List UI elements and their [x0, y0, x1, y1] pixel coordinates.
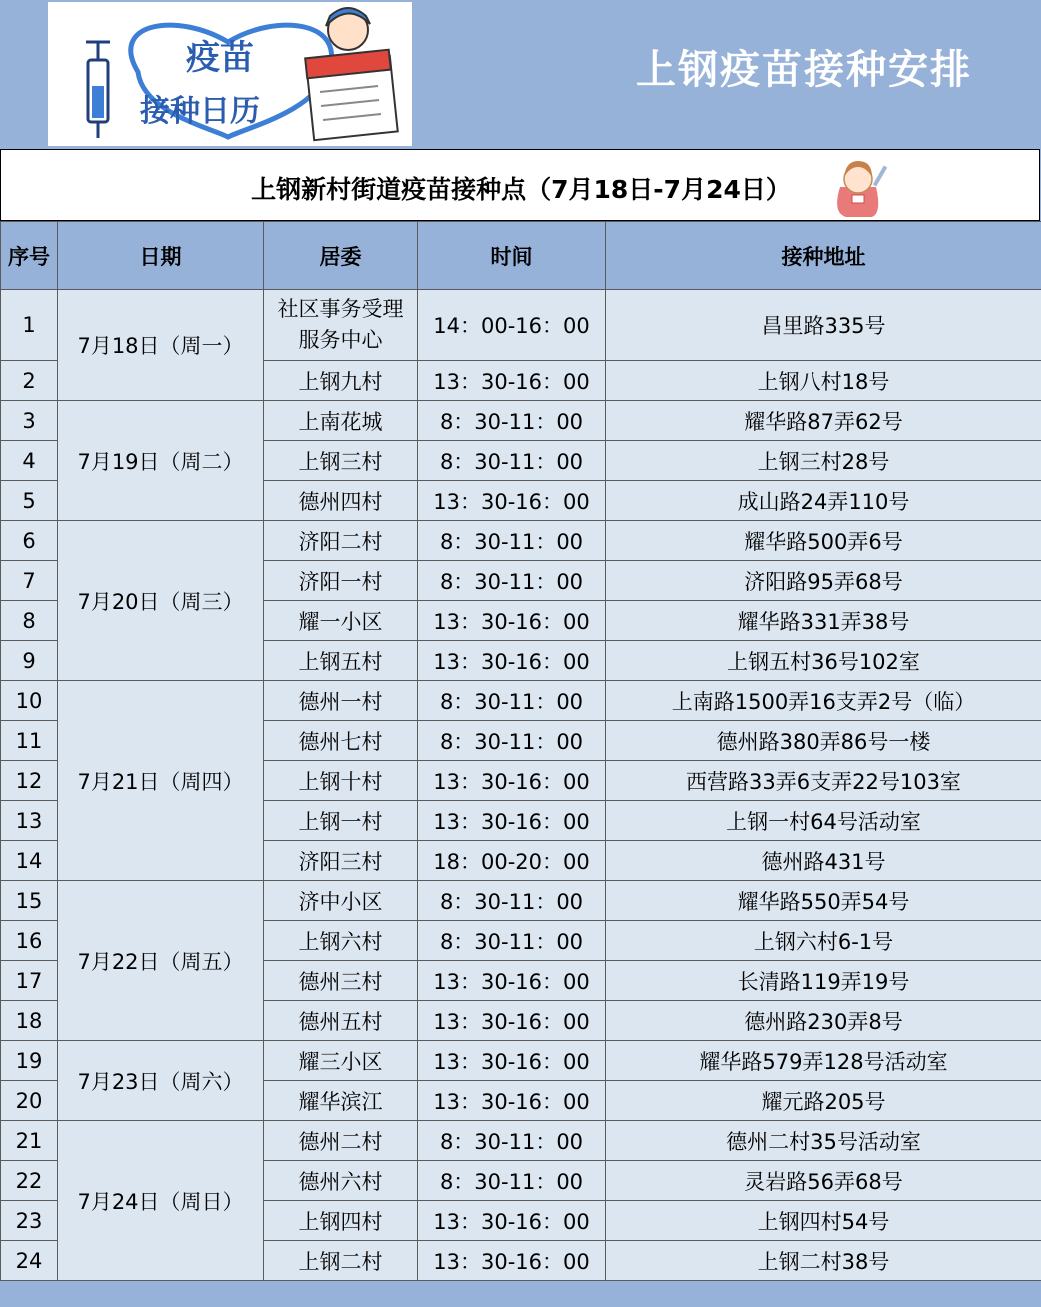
row-number: 5 — [1, 481, 58, 521]
row-number: 8 — [1, 601, 58, 641]
row-committee: 上南花城 — [264, 401, 418, 441]
row-committee: 上钢四村 — [264, 1201, 418, 1241]
header-number: 序号 — [1, 222, 58, 290]
nurse-illustration-icon — [824, 153, 894, 219]
row-committee: 耀三小区 — [264, 1041, 418, 1081]
table-row — [1, 401, 1041, 441]
row-date: 7月21日（周四） — [58, 681, 264, 881]
schedule-subtitle: 上钢新村街道疫苗接种点（7月18日-7月24日） — [251, 175, 791, 204]
row-address: 上钢四村54号 — [606, 1201, 1041, 1241]
table-row — [1, 521, 1041, 561]
row-address: 成山路24弄110号 — [606, 481, 1041, 521]
row-number: 18 — [1, 1001, 58, 1041]
row-committee: 上钢三村 — [264, 441, 418, 481]
row-committee: 上钢九村 — [264, 361, 418, 401]
row-committee: 上钢六村 — [264, 921, 418, 961]
row-time: 8：30-11：00 — [418, 721, 606, 761]
row-time: 13：30-16：00 — [418, 1081, 606, 1121]
header-committee: 居委 — [264, 222, 418, 290]
row-time: 8：30-11：00 — [418, 441, 606, 481]
table-row — [1, 1121, 1041, 1161]
row-address: 上南路1500弄16支弄2号（临） — [606, 681, 1041, 721]
row-committee: 德州六村 — [264, 1161, 418, 1201]
vaccine-calendar-logo — [48, 2, 412, 146]
row-time: 13：30-16：00 — [418, 1201, 606, 1241]
logo-text-line2: 接种日历 — [140, 94, 260, 129]
row-time: 14：00-16：00 — [418, 290, 606, 361]
row-address: 德州路380弄86号一楼 — [606, 721, 1041, 761]
row-address: 长清路119弄19号 — [606, 961, 1041, 1001]
row-committee: 济阳三村 — [264, 841, 418, 881]
table-row — [1, 881, 1041, 921]
row-address: 耀元路205号 — [606, 1081, 1041, 1121]
row-address: 昌里路335号 — [606, 290, 1041, 361]
row-number: 19 — [1, 1041, 58, 1081]
row-date: 7月23日（周六） — [58, 1041, 264, 1121]
table-header-row — [1, 222, 1041, 290]
row-number: 14 — [1, 841, 58, 881]
row-committee: 德州七村 — [264, 721, 418, 761]
row-number: 7 — [1, 561, 58, 601]
table-row — [1, 290, 1041, 361]
row-number: 13 — [1, 801, 58, 841]
row-committee: 德州一村 — [264, 681, 418, 721]
row-committee: 上钢五村 — [264, 641, 418, 681]
header-banner — [0, 0, 1041, 148]
row-date: 7月24日（周日） — [58, 1121, 264, 1281]
row-address: 耀华路550弄54号 — [606, 881, 1041, 921]
row-committee: 济中小区 — [264, 881, 418, 921]
row-number: 16 — [1, 921, 58, 961]
row-time: 13：30-16：00 — [418, 601, 606, 641]
header-address: 接种地址 — [606, 222, 1041, 290]
row-number: 11 — [1, 721, 58, 761]
header-date: 日期 — [58, 222, 264, 290]
row-time: 8：30-11：00 — [418, 521, 606, 561]
row-number: 12 — [1, 761, 58, 801]
logo-text-line1: 疫苗 — [186, 38, 254, 78]
row-address: 德州路431号 — [606, 841, 1041, 881]
row-number: 17 — [1, 961, 58, 1001]
row-committee: 上钢一村 — [264, 801, 418, 841]
row-date: 7月20日（周三） — [58, 521, 264, 681]
table-row — [1, 681, 1041, 721]
row-address: 上钢八村18号 — [606, 361, 1041, 401]
row-time: 13：30-16：00 — [418, 361, 606, 401]
row-address: 耀华路500弄6号 — [606, 521, 1041, 561]
row-number: 24 — [1, 1241, 58, 1281]
row-time: 13：30-16：00 — [418, 1241, 606, 1281]
row-time: 13：30-16：00 — [418, 641, 606, 681]
row-date: 7月19日（周二） — [58, 401, 264, 521]
row-committee: 德州四村 — [264, 481, 418, 521]
row-address: 西营路33弄6支弄22号103室 — [606, 761, 1041, 801]
row-number: 20 — [1, 1081, 58, 1121]
row-address: 上钢一村64号活动室 — [606, 801, 1041, 841]
row-number: 3 — [1, 401, 58, 441]
row-number: 1 — [1, 290, 58, 361]
row-number: 22 — [1, 1161, 58, 1201]
row-address: 灵岩路56弄68号 — [606, 1161, 1041, 1201]
row-date: 7月18日（周一） — [58, 290, 264, 401]
row-time: 8：30-11：00 — [418, 1121, 606, 1161]
row-committee: 济阳一村 — [264, 561, 418, 601]
row-committee: 上钢二村 — [264, 1241, 418, 1281]
row-committee: 上钢十村 — [264, 761, 418, 801]
row-date: 7月22日（周五） — [58, 881, 264, 1041]
vaccination-schedule-table — [0, 221, 1041, 1281]
row-time: 8：30-11：00 — [418, 1161, 606, 1201]
row-time: 13：30-16：00 — [418, 1041, 606, 1081]
row-committee: 耀一小区 — [264, 601, 418, 641]
row-number: 4 — [1, 441, 58, 481]
footer-band — [0, 1281, 1041, 1307]
row-time: 8：30-11：00 — [418, 561, 606, 601]
row-address: 德州二村35号活动室 — [606, 1121, 1041, 1161]
subtitle-band — [0, 149, 1040, 221]
row-time: 18：00-20：00 — [418, 841, 606, 881]
row-number: 10 — [1, 681, 58, 721]
row-time: 13：30-16：00 — [418, 1001, 606, 1041]
row-committee: 济阳二村 — [264, 521, 418, 561]
page-title: 上钢疫苗接种安排 — [636, 47, 972, 93]
row-address: 德州路230弄8号 — [606, 1001, 1041, 1041]
row-time: 8：30-11：00 — [418, 921, 606, 961]
row-time: 8：30-11：00 — [418, 881, 606, 921]
row-address: 上钢二村38号 — [606, 1241, 1041, 1281]
row-time: 13：30-16：00 — [418, 761, 606, 801]
row-address: 耀华路331弄38号 — [606, 601, 1041, 641]
row-committee: 德州三村 — [264, 961, 418, 1001]
row-number: 6 — [1, 521, 58, 561]
row-committee: 德州五村 — [264, 1001, 418, 1041]
header-time: 时间 — [418, 222, 606, 290]
row-committee: 德州二村 — [264, 1121, 418, 1161]
row-number: 23 — [1, 1201, 58, 1241]
row-address: 上钢五村36号102室 — [606, 641, 1041, 681]
row-number: 2 — [1, 361, 58, 401]
row-number: 9 — [1, 641, 58, 681]
table-row — [1, 1041, 1041, 1081]
row-number: 21 — [1, 1121, 58, 1161]
row-committee: 社区事务受理服务中心 — [264, 290, 418, 361]
row-time: 13：30-16：00 — [418, 801, 606, 841]
row-number: 15 — [1, 881, 58, 921]
row-address: 耀华路87弄62号 — [606, 401, 1041, 441]
row-address: 耀华路579弄128号活动室 — [606, 1041, 1041, 1081]
row-committee: 耀华滨江 — [264, 1081, 418, 1121]
row-time: 13：30-16：00 — [418, 961, 606, 1001]
table-body — [1, 290, 1041, 1281]
row-address: 济阳路95弄68号 — [606, 561, 1041, 601]
row-time: 8：30-11：00 — [418, 681, 606, 721]
row-address: 上钢六村6-1号 — [606, 921, 1041, 961]
row-address: 上钢三村28号 — [606, 441, 1041, 481]
row-time: 8：30-11：00 — [418, 401, 606, 441]
row-time: 13：30-16：00 — [418, 481, 606, 521]
